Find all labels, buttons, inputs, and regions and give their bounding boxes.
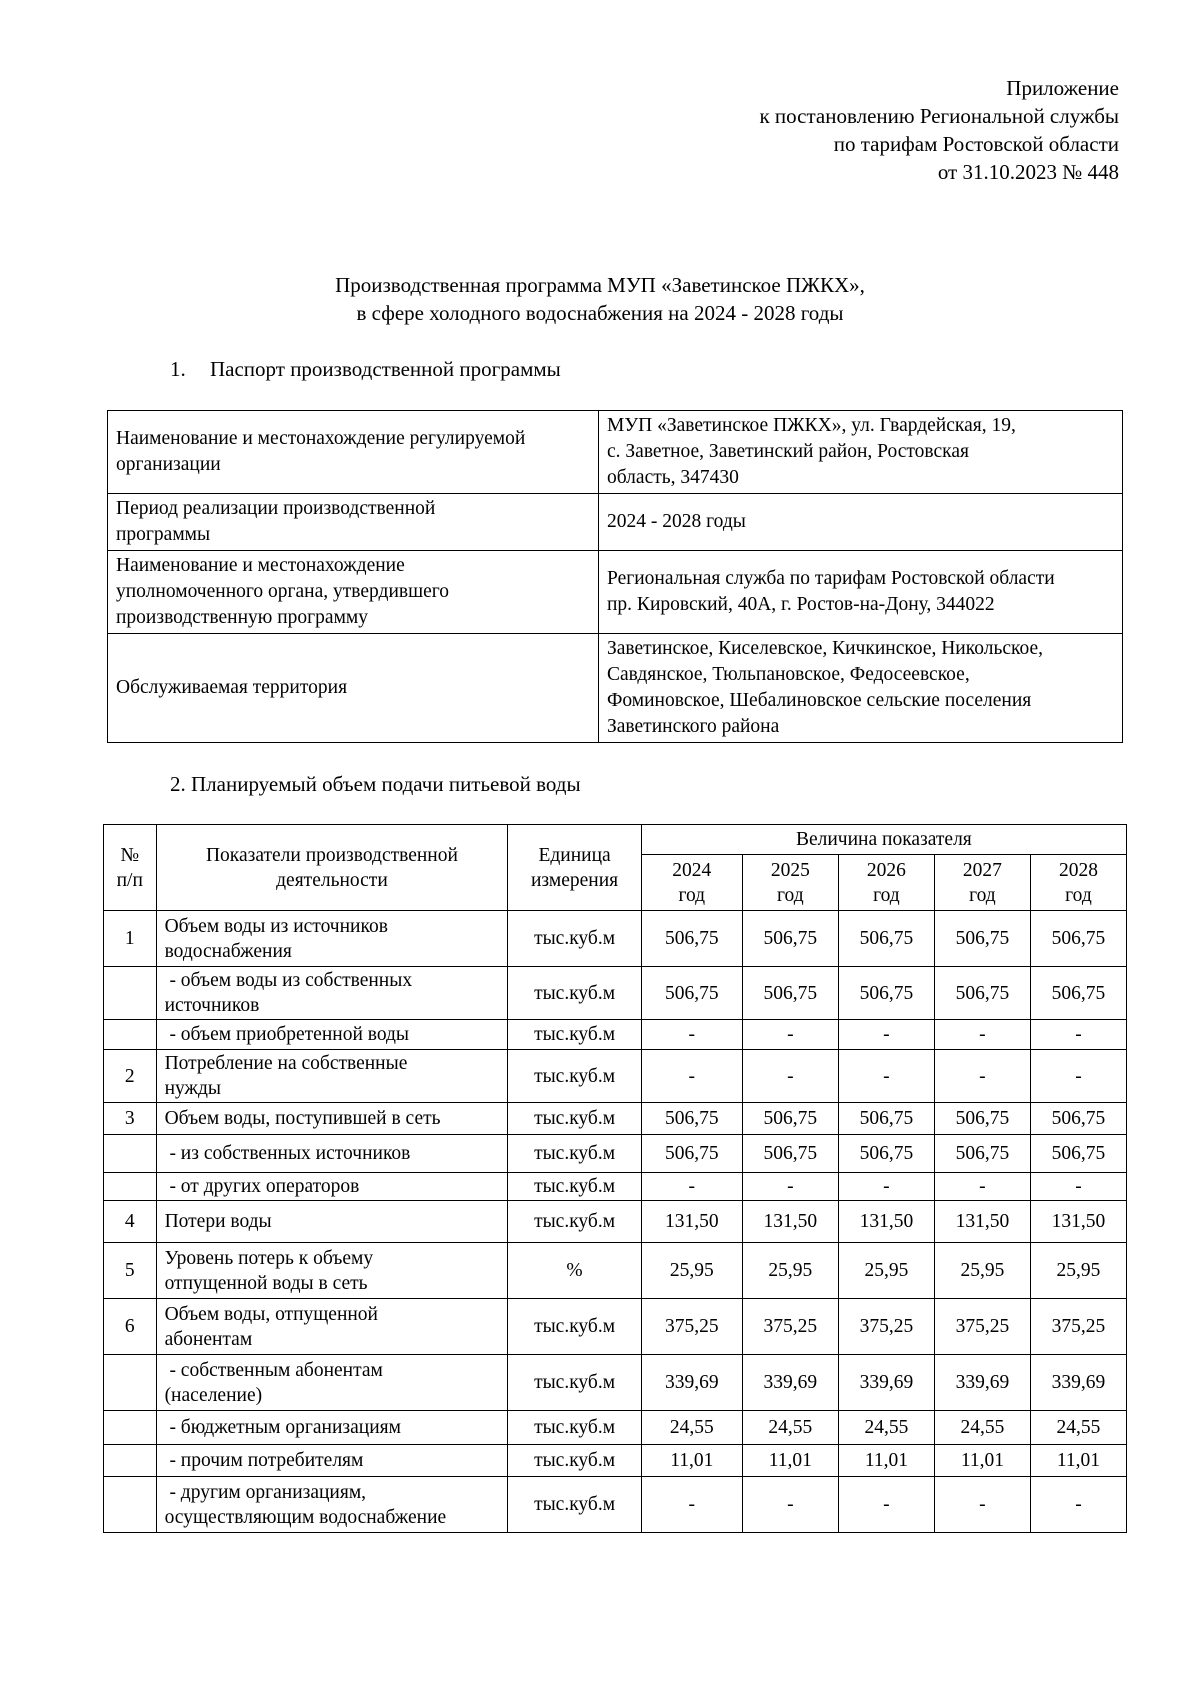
row-value-cell: - bbox=[742, 1020, 838, 1050]
table-header-row bbox=[104, 825, 1127, 855]
passport-row bbox=[108, 551, 1123, 634]
row-value-cell: 375,25 bbox=[934, 1299, 1030, 1355]
row-value-cell: 11,01 bbox=[1030, 1445, 1126, 1477]
passport-value-line: область, 347430 bbox=[607, 467, 739, 488]
row-unit-cell: тыс.куб.м bbox=[508, 1135, 641, 1173]
appendix-line: к постановлению Региональной службы bbox=[759, 104, 1119, 128]
header-num-line: п/п bbox=[116, 869, 143, 891]
row-value-cell: 24,55 bbox=[838, 1411, 934, 1445]
passport-label-cell bbox=[108, 494, 599, 551]
row-value-cell: 24,55 bbox=[1030, 1411, 1126, 1445]
row-unit-cell: тыс.куб.м bbox=[508, 1477, 641, 1533]
row-indicator-line: - прочим потребителям bbox=[164, 1450, 364, 1471]
table-row bbox=[104, 1477, 1127, 1533]
header-year: 2025 bbox=[770, 859, 810, 881]
row-value-cell: 506,75 bbox=[742, 911, 838, 967]
row-value-cell: 339,69 bbox=[838, 1355, 934, 1411]
section2-heading: 2. Планируемый объем подачи питьевой воды bbox=[170, 772, 581, 796]
row-value-cell: 25,95 bbox=[838, 1243, 934, 1299]
section1-heading-text: Паспорт производственной программы bbox=[210, 357, 561, 381]
row-value-cell: 506,75 bbox=[1030, 967, 1126, 1020]
row-value-cell: 375,25 bbox=[742, 1299, 838, 1355]
passport-label-line: программы bbox=[116, 524, 211, 545]
row-indicator-cell bbox=[156, 967, 508, 1020]
row-value-cell: 506,75 bbox=[838, 1135, 934, 1173]
row-value-cell: 506,75 bbox=[838, 967, 934, 1020]
row-value-cell: 506,75 bbox=[838, 1103, 934, 1135]
row-indicator-line: водоснабжения bbox=[164, 940, 292, 962]
row-value-cell: 506,75 bbox=[934, 911, 1030, 967]
header-indicator-cell bbox=[156, 825, 508, 911]
header-unit-line: измерения bbox=[531, 869, 619, 891]
row-indicator-cell bbox=[156, 1355, 508, 1411]
row-unit-cell: тыс.куб.м bbox=[508, 1103, 641, 1135]
table-row bbox=[104, 1173, 1127, 1201]
row-value-cell: 506,75 bbox=[1030, 1103, 1126, 1135]
passport-value-line: пр. Кировский, 40А, г. Ростов-на-Дону, 344022 bbox=[607, 594, 995, 615]
row-unit-cell: тыс.куб.м bbox=[508, 1445, 641, 1477]
header-year: 2026 bbox=[866, 859, 906, 881]
passport-label-line: Обслуживаемая территория bbox=[116, 677, 348, 698]
row-value-cell: 11,01 bbox=[742, 1445, 838, 1477]
row-number-cell bbox=[104, 1135, 157, 1173]
table-row bbox=[104, 1135, 1127, 1173]
row-value-cell: 506,75 bbox=[641, 967, 742, 1020]
row-value-cell: 339,69 bbox=[742, 1355, 838, 1411]
row-value-cell: 25,95 bbox=[742, 1243, 838, 1299]
row-unit-cell: тыс.куб.м bbox=[508, 1050, 641, 1103]
passport-value-cell bbox=[599, 634, 1123, 743]
row-value-cell: - bbox=[641, 1020, 742, 1050]
water-volume-table-body bbox=[104, 825, 1127, 1533]
header-unit-cell bbox=[508, 825, 641, 911]
row-value-cell: - bbox=[934, 1173, 1030, 1201]
row-number-cell bbox=[104, 1477, 157, 1533]
passport-value-line: Фоминовское, Шебалиновское сельские поселения bbox=[607, 690, 1032, 711]
row-value-cell: - bbox=[641, 1477, 742, 1533]
row-value-cell: 506,75 bbox=[742, 967, 838, 1020]
section1-number: 1. bbox=[170, 357, 186, 381]
row-number-cell bbox=[104, 1445, 157, 1477]
row-value-cell: 11,01 bbox=[641, 1445, 742, 1477]
row-indicator-line: Потери воды bbox=[164, 1211, 272, 1232]
row-value-cell: 506,75 bbox=[934, 1103, 1030, 1135]
passport-value-line: 2024 - 2028 годы bbox=[607, 511, 746, 532]
row-value-cell: 506,75 bbox=[1030, 1135, 1126, 1173]
row-indicator-line: Потребление на собственные bbox=[164, 1053, 408, 1074]
passport-label-line: Период реализации производственной bbox=[116, 498, 436, 519]
row-value-cell: 506,75 bbox=[838, 911, 934, 967]
row-value-cell: 24,55 bbox=[641, 1411, 742, 1445]
header-year-suffix: год bbox=[1065, 884, 1092, 906]
row-number-cell: 2 bbox=[104, 1050, 157, 1103]
row-value-cell: - bbox=[641, 1173, 742, 1201]
table-row bbox=[104, 1355, 1127, 1411]
row-indicator-line: осуществляющим водоснабжение bbox=[164, 1506, 447, 1528]
row-value-cell: 25,95 bbox=[934, 1243, 1030, 1299]
row-number-cell bbox=[104, 1173, 157, 1201]
document-title bbox=[0, 271, 1200, 327]
header-num-line: № bbox=[120, 844, 140, 866]
table-row bbox=[104, 1201, 1127, 1243]
passport-value-line: Савдянское, Тюльпановское, Федосеевское, bbox=[607, 664, 970, 685]
appendix-line: от 31.10.2023 № 448 bbox=[937, 160, 1119, 184]
row-indicator-line: (население) bbox=[164, 1384, 263, 1406]
row-indicator-cell bbox=[156, 1201, 508, 1243]
header-year-cell bbox=[1030, 855, 1126, 911]
row-value-cell: - bbox=[838, 1020, 934, 1050]
row-indicator-cell bbox=[156, 1020, 508, 1050]
header-year-cell bbox=[641, 855, 742, 911]
row-value-cell: 131,50 bbox=[838, 1201, 934, 1243]
passport-row bbox=[108, 634, 1123, 743]
row-indicator-line: - объем приобретенной воды bbox=[164, 1024, 410, 1045]
passport-label-line: уполномоченного органа, утвердившего bbox=[116, 581, 450, 602]
row-number-cell bbox=[104, 1355, 157, 1411]
header-year-suffix: год bbox=[678, 884, 706, 906]
passport-label-line: организации bbox=[116, 454, 221, 475]
row-value-cell: - bbox=[934, 1477, 1030, 1533]
row-value-cell: 24,55 bbox=[934, 1411, 1030, 1445]
row-number-cell bbox=[104, 967, 157, 1020]
table-row bbox=[104, 911, 1127, 967]
row-value-cell: 506,75 bbox=[641, 911, 742, 967]
table-row bbox=[104, 1411, 1127, 1445]
appendix-line: по тарифам Ростовской области bbox=[833, 132, 1119, 156]
header-num-cell bbox=[104, 825, 157, 911]
row-unit-cell: тыс.куб.м bbox=[508, 1201, 641, 1243]
row-indicator-cell bbox=[156, 1477, 508, 1533]
row-value-cell: 375,25 bbox=[1030, 1299, 1126, 1355]
row-indicator-line: нужды bbox=[164, 1078, 221, 1099]
row-indicator-line: Объем воды из источников bbox=[164, 915, 388, 937]
row-indicator-line: отпущенной воды в сеть bbox=[164, 1272, 368, 1294]
passport-label-cell bbox=[108, 551, 599, 634]
row-indicator-line: - объем воды из собственных bbox=[164, 970, 413, 991]
row-value-cell: - bbox=[742, 1173, 838, 1201]
row-value-cell: - bbox=[742, 1050, 838, 1103]
header-indicator-line: Показатели производственной bbox=[205, 844, 458, 866]
header-year-suffix: год bbox=[873, 884, 900, 906]
header-unit-line: Единица bbox=[538, 844, 611, 866]
row-value-cell: - bbox=[838, 1173, 934, 1201]
passport-table bbox=[107, 410, 1123, 743]
row-value-cell: 11,01 bbox=[934, 1445, 1030, 1477]
row-unit-cell: тыс.куб.м bbox=[508, 1411, 641, 1445]
row-value-cell: 506,75 bbox=[641, 1103, 742, 1135]
passport-value-cell bbox=[599, 551, 1123, 634]
table-row bbox=[104, 1243, 1127, 1299]
row-indicator-cell bbox=[156, 1299, 508, 1355]
row-value-cell: - bbox=[1030, 1173, 1126, 1201]
row-number-cell bbox=[104, 1411, 157, 1445]
header-year-suffix: год bbox=[777, 884, 804, 906]
passport-value-line: с. Заветное, Заветинский район, Ростовская bbox=[607, 441, 969, 462]
row-value-cell: 375,25 bbox=[838, 1299, 934, 1355]
row-value-cell: 131,50 bbox=[1030, 1201, 1126, 1243]
header-indicator-line: деятельности bbox=[276, 869, 388, 891]
passport-row bbox=[108, 411, 1123, 494]
row-value-cell: - bbox=[838, 1050, 934, 1103]
row-value-cell: 131,50 bbox=[641, 1201, 742, 1243]
row-indicator-cell bbox=[156, 1135, 508, 1173]
table-row bbox=[104, 1050, 1127, 1103]
row-value-cell: 506,75 bbox=[934, 1135, 1030, 1173]
header-year-cell bbox=[742, 855, 838, 911]
header-year: 2027 bbox=[962, 859, 1002, 881]
title-line: в сфере холодного водоснабжения на 2024 - 2028 годы bbox=[356, 301, 844, 325]
header-year-cell bbox=[838, 855, 934, 911]
appendix-block bbox=[759, 74, 1119, 186]
row-number-cell: 3 bbox=[104, 1103, 157, 1135]
row-value-cell: - bbox=[934, 1050, 1030, 1103]
water-volume-table bbox=[103, 824, 1127, 1533]
row-value-cell: 506,75 bbox=[1030, 911, 1126, 967]
row-value-cell: - bbox=[1030, 1020, 1126, 1050]
header-year: 2024 bbox=[672, 859, 712, 881]
row-indicator-cell bbox=[156, 1173, 508, 1201]
row-value-cell: 506,75 bbox=[742, 1103, 838, 1135]
row-value-cell: 506,75 bbox=[934, 967, 1030, 1020]
row-value-cell: 339,69 bbox=[641, 1355, 742, 1411]
row-indicator-line: - собственным абонентам bbox=[164, 1359, 383, 1381]
row-indicator-line: - от других операторов bbox=[164, 1176, 360, 1197]
row-indicator-line: - другим организациям, bbox=[164, 1481, 367, 1503]
passport-row bbox=[108, 494, 1123, 551]
row-value-cell: 339,69 bbox=[1030, 1355, 1126, 1411]
table-row bbox=[104, 1103, 1127, 1135]
row-indicator-line: Объем воды, отпущенной bbox=[164, 1303, 378, 1325]
row-unit-cell: тыс.куб.м bbox=[508, 911, 641, 967]
passport-value-line: МУП «Заветинское ПЖКХ», ул. Гвардейская, 19, bbox=[607, 415, 1016, 436]
header-year-cell bbox=[934, 855, 1030, 911]
row-indicator-cell bbox=[156, 1103, 508, 1135]
header-year: 2028 bbox=[1058, 859, 1098, 881]
row-value-cell: - bbox=[1030, 1477, 1126, 1533]
passport-value-line: Заветинского района bbox=[607, 716, 780, 737]
passport-label-line: производственную программу bbox=[116, 607, 369, 628]
row-value-cell: 131,50 bbox=[934, 1201, 1030, 1243]
row-indicator-cell bbox=[156, 911, 508, 967]
row-number-cell: 4 bbox=[104, 1201, 157, 1243]
title-line: Производственная программа МУП «Заветинское ПЖКХ», bbox=[335, 273, 865, 297]
passport-value-cell bbox=[599, 411, 1123, 494]
row-unit-cell: тыс.куб.м bbox=[508, 1020, 641, 1050]
section1-heading bbox=[170, 355, 561, 383]
row-value-cell: 24,55 bbox=[742, 1411, 838, 1445]
row-indicator-cell bbox=[156, 1445, 508, 1477]
row-unit-cell: тыс.куб.м bbox=[508, 967, 641, 1020]
table-row bbox=[104, 967, 1127, 1020]
passport-value-cell bbox=[599, 494, 1123, 551]
row-number-cell: 5 bbox=[104, 1243, 157, 1299]
row-unit-cell: % bbox=[508, 1243, 641, 1299]
appendix-line: Приложение bbox=[1006, 76, 1119, 100]
passport-value-line: Заветинское, Киселевское, Кичкинское, Никольское, bbox=[607, 638, 1043, 659]
passport-table-body bbox=[108, 411, 1123, 743]
row-value-cell: 25,95 bbox=[1030, 1243, 1126, 1299]
passport-label-cell bbox=[108, 634, 599, 743]
row-value-cell: - bbox=[934, 1020, 1030, 1050]
passport-value-line: Региональная служба по тарифам Ростовской области bbox=[607, 568, 1055, 589]
row-number-cell bbox=[104, 1020, 157, 1050]
row-indicator-line: источников bbox=[164, 995, 260, 1016]
row-value-cell: - bbox=[1030, 1050, 1126, 1103]
row-value-cell: - bbox=[742, 1477, 838, 1533]
row-unit-cell: тыс.куб.м bbox=[508, 1173, 641, 1201]
row-value-cell: 506,75 bbox=[641, 1135, 742, 1173]
table-row bbox=[104, 1299, 1127, 1355]
row-value-cell: 339,69 bbox=[934, 1355, 1030, 1411]
table-row bbox=[104, 1445, 1127, 1477]
row-number-cell: 6 bbox=[104, 1299, 157, 1355]
row-indicator-line: - бюджетным организациям bbox=[164, 1417, 401, 1438]
row-value-cell: 25,95 bbox=[641, 1243, 742, 1299]
passport-label-line: Наименование и местонахождение bbox=[116, 555, 405, 576]
row-value-cell: 131,50 bbox=[742, 1201, 838, 1243]
row-unit-cell: тыс.куб.м bbox=[508, 1299, 641, 1355]
passport-label-line: Наименование и местонахождение регулируемой bbox=[116, 428, 526, 449]
table-row bbox=[104, 1020, 1127, 1050]
header-value-group-cell: Величина показателя bbox=[641, 825, 1126, 855]
row-value-cell: 506,75 bbox=[742, 1135, 838, 1173]
header-year-suffix: год bbox=[969, 884, 996, 906]
row-value-cell: 375,25 bbox=[641, 1299, 742, 1355]
row-number-cell: 1 bbox=[104, 911, 157, 967]
row-indicator-cell bbox=[156, 1411, 508, 1445]
row-indicator-cell bbox=[156, 1050, 508, 1103]
row-indicator-line: Уровень потерь к объему bbox=[164, 1247, 374, 1269]
row-indicator-cell bbox=[156, 1243, 508, 1299]
row-indicator-line: - из собственных источников bbox=[164, 1143, 411, 1164]
row-indicator-line: абонентам bbox=[164, 1328, 253, 1350]
row-value-cell: - bbox=[838, 1477, 934, 1533]
row-unit-cell: тыс.куб.м bbox=[508, 1355, 641, 1411]
row-value-cell: 11,01 bbox=[838, 1445, 934, 1477]
row-indicator-line: Объем воды, поступившей в сеть bbox=[164, 1108, 441, 1129]
row-value-cell: - bbox=[641, 1050, 742, 1103]
passport-label-cell bbox=[108, 411, 599, 494]
